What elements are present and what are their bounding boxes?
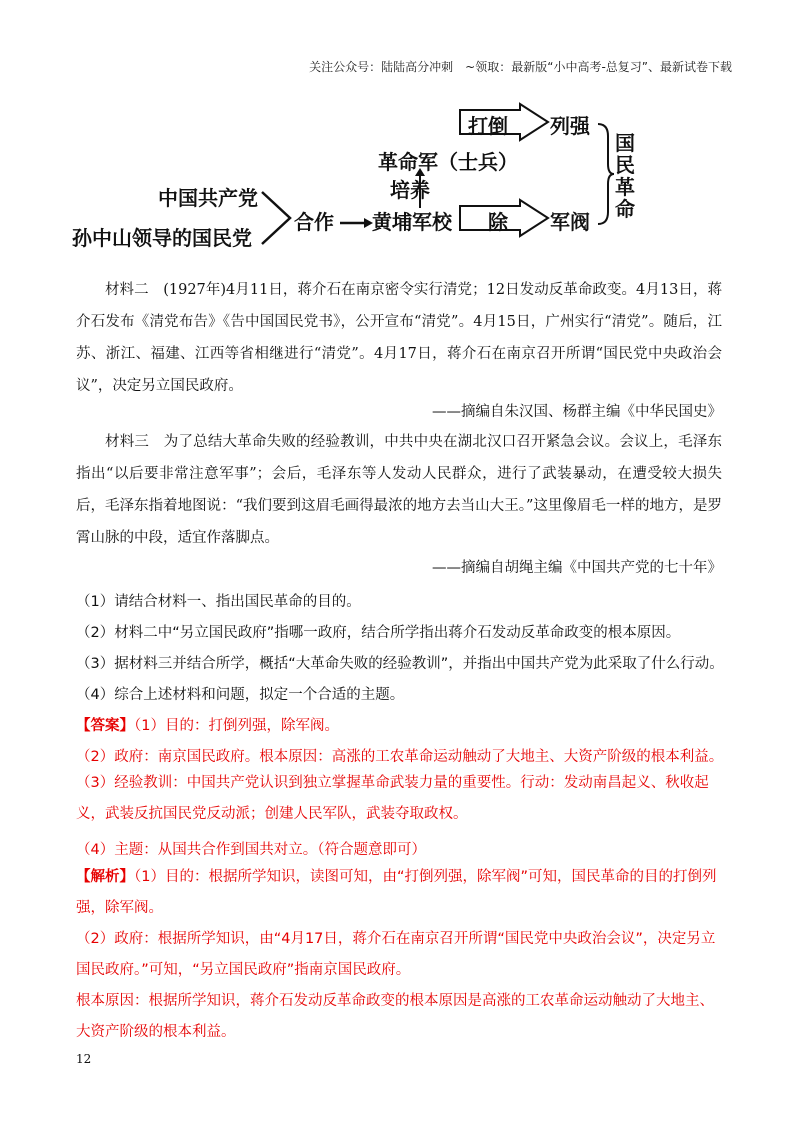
answer-tag: 【答案】 [76, 718, 134, 734]
question-4: （4）综合上述材料和问题，拟定一个合适的主题。 [76, 687, 405, 703]
answer-1: （1）目的：打倒列强，除军阀。 [134, 718, 339, 734]
diagram-junfa: 军阀 [550, 210, 590, 234]
chu-arrow [458, 200, 548, 236]
diagram-kmt: 孙中山领导的国民党 [72, 226, 252, 250]
analysis-1 [76, 862, 726, 924]
diagram-huangpu: 黄埔军校 [372, 210, 452, 234]
diagram-ccp: 中国共产党 [158, 186, 258, 210]
diagram-hezuo: 合作 [294, 210, 334, 234]
arrow-right-icon [340, 216, 374, 230]
diagram-peiyang: 培养 [390, 178, 430, 202]
answer-2: （2）政府：南京国民政府。根本原因：高涨的工农革命运动触动了大地主、大资产阶级的根本利益。 [76, 749, 724, 765]
chu-label: 除 [488, 210, 508, 234]
page-number: 12 [76, 1052, 92, 1066]
question-1: （1）请结合材料一、指出国民革命的目的。 [76, 594, 361, 610]
diagram-guomin: 国民革命 [615, 131, 635, 221]
source-two: ——摘编自朱汉国、杨群主编《中华民国史》 [432, 404, 722, 420]
material-three: 材料三 为了总结大革命失败的经验教训，中共中央在湖北汉口召开紧急会议。会议上，毛泽东指出“以后要非常注意军事”；会后，毛泽东等人发动人民群众，进行了武装暴动，在遭受较大损失后，毛泽东指着地图说：“我们要到这眉毛画得最浓的地方去当山大王。”这里像眉毛一样的地方，是罗霄山脉的中段，适宜作落脚点。 [76, 434, 722, 546]
analysis-tag: 【解析】 [76, 869, 134, 885]
diagram-lieqiang: 列强 [550, 114, 590, 138]
dadao-arrow [458, 104, 548, 140]
revolution-diagram [60, 96, 680, 256]
source-three: ——摘编自胡绳主编《中国共产党的七十年》 [432, 560, 722, 576]
analysis-3: 根本原因：根据所学知识，蒋介石发动反革命政变的根本原因是高涨的工农革命运动触动了大地主、大资产阶级的根本利益。 [76, 993, 714, 1040]
answer-4: （4）主题：从国共合作到国共对立。（符合题意即可） [76, 842, 426, 858]
analysis-2: （2）政府：根据所学知识，由“4月17日，蒋介石在南京召开所谓“国民党中央政治会议”，决定另立国民政府。”可知，“另立国民政府”指南京国民政府。 [76, 931, 716, 978]
dadao-label: 打倒 [468, 114, 508, 138]
question-2: （2）材料二中“另立国民政府”指哪一政府，结合所学指出蒋介石发动反革命政变的根本原因。 [76, 625, 681, 641]
page-header: 关注公众号：陆陆高分冲刺 ~领取：最新版“小中高考-总复习”、最新试卷下载 [309, 60, 732, 74]
merge-brace-icon [260, 188, 294, 248]
right-brace-icon [596, 122, 616, 226]
analysis-1-text: （1）目的：根据所学知识，读图可知，由“打倒列强，除军阀”可知，国民革命的目的打倒列强，除军阀。 [76, 869, 717, 916]
material-two: 材料二 (1927年)4月11日，蒋介石在南京密令实行清党；12日发动反革命政变。4月13日，蒋介石发布《清党布告》《告中国国民党书》，公开宣布“清党”。4月15日，广州实行“清党”。随后，江苏、浙江、福建、江西等省相继进行“清党”。4月17日，蒋介石在南京召开所谓“国民党中央政治会议”，决定另立国民政府。 [76, 282, 722, 394]
answer-3: （3）经验教训：中国共产党认识到独立掌握革命武装力量的重要性。行动：发动南昌起义、秋收起义，武装反抗国民党反动派；创建人民军队，武装夺取政权。 [76, 775, 709, 822]
answer-line-1 [76, 714, 339, 735]
question-3: （3）据材料三并结合所学，概括“大革命失败的经验教训”，并指出中国共产党为此采取了什么行动。 [76, 656, 724, 672]
diagram-gemingjun: 革命军（士兵） [378, 150, 518, 174]
